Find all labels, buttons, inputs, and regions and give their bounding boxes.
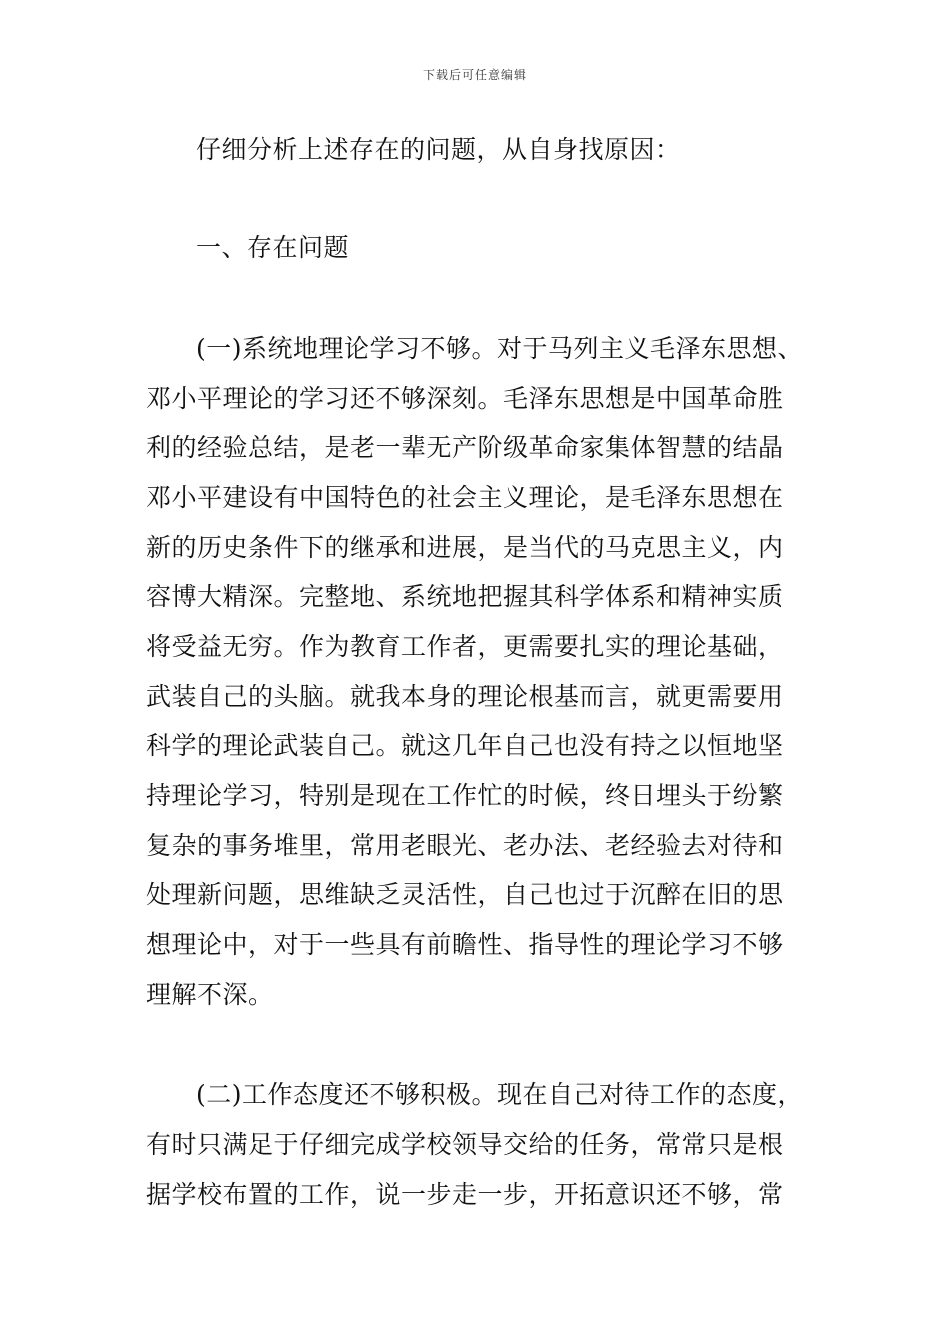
paragraph-line: 复杂的事务堆里，常用老眼光、老办法、老经验去对待和 bbox=[146, 831, 784, 860]
paragraph-line: 科学的理论武装自己。就这几年自己也没有持之以恒地坚 bbox=[146, 731, 784, 760]
paragraph-line: 将受益无穷。作为教育工作者，更需要扎实的理论基础， bbox=[146, 632, 784, 661]
paragraph-line: 武装自己的头脑。就我本身的理论根基而言，就更需要用 bbox=[146, 682, 784, 711]
paragraph-line: 邓小平理论的学习还不够深刻。毛泽东思想是中国革命胜 bbox=[146, 384, 784, 413]
paragraph-line: (二)工作态度还不够积极。现在自己对待工作的态度， bbox=[196, 1080, 804, 1109]
paragraph-line: 理解不深。 bbox=[146, 980, 274, 1009]
paragraph-line: (一)系统地理论学习不够。对于马列主义毛泽东思想、 bbox=[196, 334, 804, 363]
header-note: 下载后可任意编辑 bbox=[422, 68, 527, 82]
paragraph-line: 有时只满足于仔细完成学校领导交给的任务，常常只是根 bbox=[146, 1130, 784, 1159]
paragraph-line: 邓小平建设有中国特色的社会主义理论，是毛泽东思想在 bbox=[146, 483, 784, 512]
paragraph-line: 据学校布置的工作，说一步走一步，开拓意识还不够，常 bbox=[146, 1180, 784, 1209]
paragraph-line: 利的经验总结，是老一辈无产阶级革命家集体智慧的结晶 bbox=[146, 433, 784, 462]
paragraph-line: 持理论学习，特别是现在工作忙的时候，终日埋头于纷繁 bbox=[146, 781, 784, 810]
paragraph-line: 新的历史条件下的继承和进展，是当代的马克思主义，内 bbox=[146, 533, 784, 562]
paragraph-line: 容博大精深。完整地、系统地把握其科学体系和精神实质 bbox=[146, 582, 784, 611]
paragraph-line: 想理论中，对于一些具有前瞻性、指导性的理论学习不够 bbox=[146, 930, 784, 959]
section-heading: 一、存在问题 bbox=[196, 233, 350, 262]
paragraph-line: 处理新问题，思维缺乏灵活性，自己也过于沉醉在旧的思 bbox=[146, 880, 784, 909]
intro-line: 仔细分析上述存在的问题，从自身找原因： bbox=[196, 135, 681, 164]
